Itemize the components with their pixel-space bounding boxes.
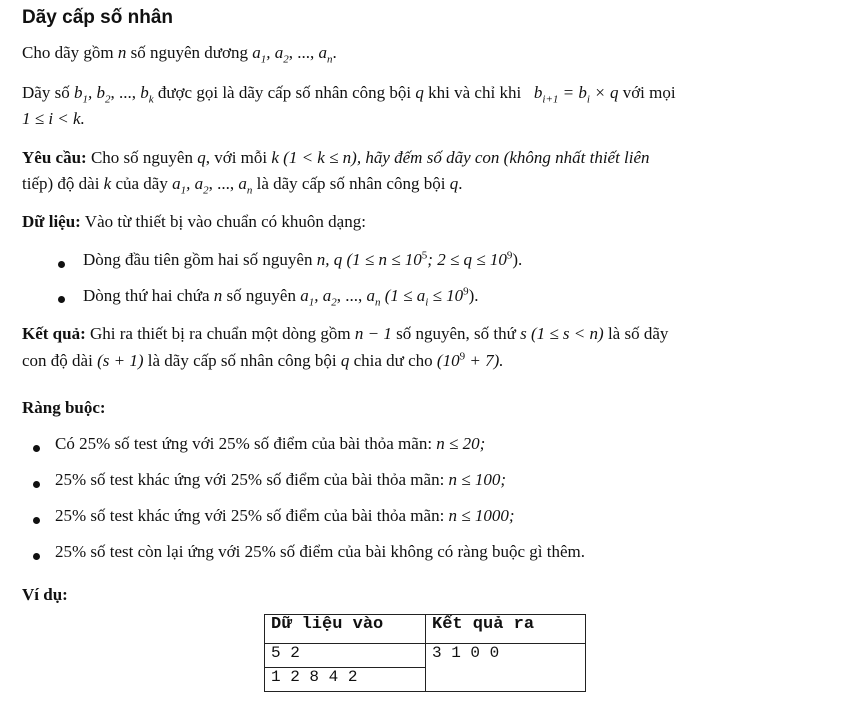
table-row bbox=[265, 644, 586, 668]
output-line-2: con độ dài (s + 1) là dãy cấp số nhân công bội q chia dư cho $(10^9 + 7)$. bbox=[22, 350, 504, 370]
header-output: Kết quả ra bbox=[426, 615, 586, 644]
definition-line-1: Dãy số $b_1$, $b_2$, ..., $b_k$ được gọi là dãy cấp số nhân công bội q khi và chỉ khi $b_{i+1} = b_i \times q$ với mọi bbox=[22, 83, 676, 106]
input-line-2: 1 2 8 4 2 bbox=[265, 668, 426, 692]
requirement-line-1: Yêu cầu: Cho số nguyên q, với mỗi k (1 < k ≤ n), hãy đếm số dãy con (không nhất thiết liên bbox=[22, 148, 650, 167]
table-header-row bbox=[265, 615, 586, 644]
example-table bbox=[264, 614, 586, 692]
example-heading: Ví dụ: bbox=[22, 585, 68, 604]
output-line-1: Kết quả: Ghi ra thiết bị ra chuẩn một dòng gồm n − 1 số nguyên, số thứ s (1 ≤ s < n) là số dãy bbox=[22, 324, 669, 343]
bullet-icon bbox=[33, 517, 40, 524]
bullet-icon bbox=[58, 261, 65, 268]
input-bullet-2: Dòng thứ hai chứa n số nguyên $a_1$, $a_2$, ..., $a_n$ $(1 \le a_i \le 10^9)$. bbox=[83, 285, 479, 309]
requirement-line-2: tiếp) độ dài k của dãy $a_1$, $a_2$, ..., $a_n$ là dãy cấp số nhân công bội q. bbox=[22, 174, 463, 197]
input-heading: Dữ liệu: Vào từ thiết bị vào chuẩn có khuôn dạng: bbox=[22, 212, 366, 231]
constraint-item: 25% số test khác ứng với 25% số điểm của bài thỏa mãn: n ≤ 1000; bbox=[55, 506, 515, 525]
intro-paragraph: Cho dãy gồm n số nguyên dương $a_1$, $a_2$, ..., $a_n$. bbox=[22, 43, 337, 66]
page-title: Dãy cấp số nhân bbox=[22, 7, 173, 28]
constraint-item: Có 25% số test ứng với 25% số điểm của bài thỏa mãn: n ≤ 20; bbox=[55, 434, 486, 453]
input-bullet-1: Dòng đầu tiên gồm hai số nguyên n, q ($1 \le n \le 10^5$; $2 \le q \le 10^9$). bbox=[83, 249, 523, 269]
constraint-item: 25% số test khác ứng với 25% số điểm của bài thỏa mãn: n ≤ 100; bbox=[55, 470, 507, 489]
header-input: Dữ liệu vào bbox=[265, 615, 426, 644]
input-line-1: 5 2 bbox=[265, 644, 426, 668]
bullet-icon bbox=[58, 296, 65, 303]
constraints-heading: Ràng buộc: bbox=[22, 398, 106, 417]
bullet-icon bbox=[33, 553, 40, 560]
constraint-item: 25% số test còn lại ứng với 25% số điểm của bài không có ràng buộc gì thêm. bbox=[55, 542, 585, 561]
output-line: 3 1 0 0 bbox=[426, 644, 586, 692]
bullet-icon bbox=[33, 445, 40, 452]
definition-line-2: 1 ≤ i < k. bbox=[22, 109, 85, 128]
bullet-icon bbox=[33, 481, 40, 488]
